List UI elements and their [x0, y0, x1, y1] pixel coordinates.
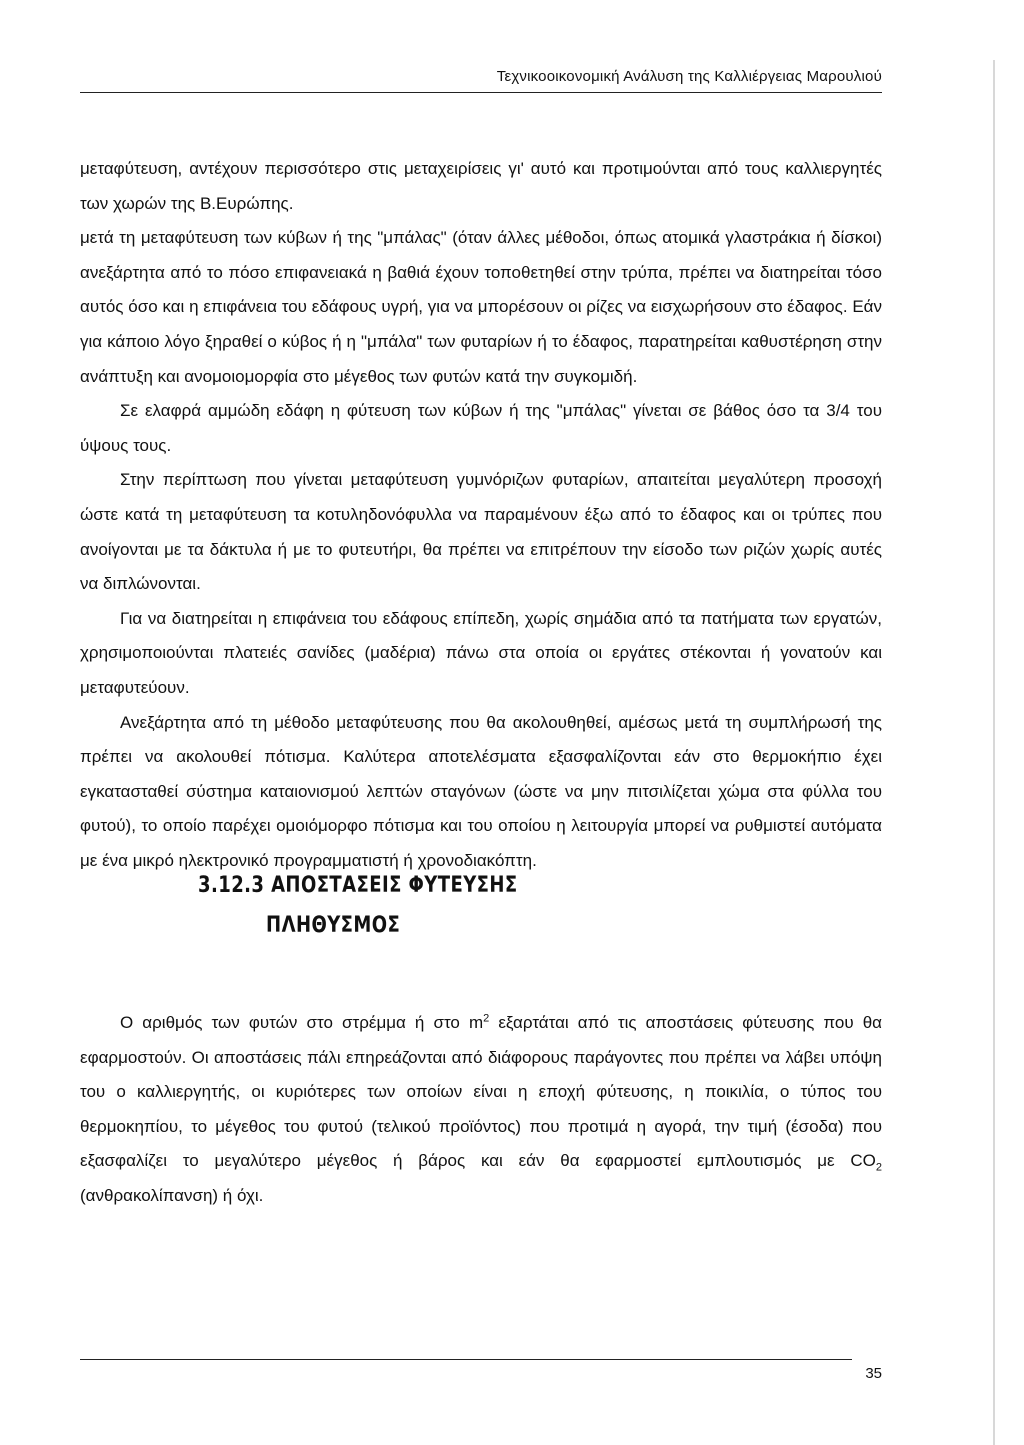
body-text [80, 152, 882, 878]
text-segment: Ο αριθμός των φυτών στο στρέμμα ή στο m [120, 1013, 484, 1032]
superscript: 2 [483, 1012, 490, 1025]
paragraph: μετά τη μεταφύτευση των κύβων ή της "μπάλας" (όταν άλλες μέθοδοι, όπως ατομικά γλαστράκια ή δίσκοι) ανεξάρτητα από το πόσο επιφανειακά η βαθιά έχουν τοποθετηθεί στην τρύπα, πρέπει να διατηρείται τόσο αυτός όσο και η επιφάνεια του εδάφους υγρή, για να μπορέσουν οι ρίζες να εισχωρήσουν στο έδαφος. Εάν για κάποιο λόγο ξηραθεί ο κύβος ή η "μπάλα" των φυταρίων ή το έδαφος, παρατηρείται καθυστέρηση στην ανάπτυξη και ανομοιομορφία στο μέγεθος των φυτών κατά την συγκομιδή. [80, 228, 882, 386]
page-edge-line [993, 60, 995, 1445]
subscript: 2 [875, 1161, 882, 1174]
footer-rule [80, 1359, 852, 1360]
text-segment: (ανθρακολίπανση) ή όχι. [80, 1185, 264, 1205]
paragraph [80, 1006, 882, 1214]
section-text [80, 1006, 882, 1214]
header-rule [80, 92, 882, 93]
paragraph: μεταφύτευση, αντέχουν περισσότερο στις μεταχειρίσεις γι' αυτό και προτιμούνται από τους καλλιεργητές των χωρών της Β.Ευρώπης. [80, 159, 882, 213]
paragraph: Στην περίπτωση που γίνεται μεταφύτευση γυμνόριζων φυταρίων, απαιτείται μεγαλύτερη προσοχή ώστε κατά τη μεταφύτευση τα κοτυληδονόφυλλα να παραμένουν έξω από το έδαφος και οι τρύπες που ανοίγονται με τα δάκτυλα ή με το φυτευτήρι, θα πρέπει να επιτρέπουν την είσοδο των ριζών χωρίς αυτές να διπλώνονται. [80, 470, 882, 594]
text-segment: εξαρτάται από τις αποστάσεις φύτευσης που θα εφαρμοστούν. Οι αποστάσεις πάλι επηρεάζονται από διάφορους παράγοντες που πρέπει να λάβει υπόψη του ο καλλιεργητής, οι κυριότερες των οποίων είναι η εποχή φύτευσης, η ποικιλία, ο τύπος του θερμοκηπίου, το μέγεθος του φυτού (τελικού προϊόντος) που προτιμά η αγορά, την τιμή (έσοδα) που εξασφαλίζει το μεγαλύτερο μέγεθος ή βάρος και εάν θα εφαρμοστεί εμπλουτισμός με CO [80, 1013, 882, 1171]
section-heading [198, 866, 518, 946]
section-title: 3.12.3 ΑΠΟΣΤΑΣΕΙΣ ΦΥΤΕΥΣΗΣ [198, 873, 518, 898]
running-header: Τεχνικοοικονομική Ανάλυση της Καλλιέργειας Μαρουλιού [496, 68, 882, 85]
paragraph: Σε ελαφρά αμμώδη εδάφη η φύτευση των κύβων ή της "μπάλας" γίνεται σε βάθος όσο τα 3/4 του ύψους τους. [80, 401, 882, 455]
page-number: 35 [865, 1365, 882, 1382]
paragraph: Ανεξάρτητα από τη μέθοδο μεταφύτευσης που θα ακολουθηθεί, αμέσως μετά τη συμπλήρωσή της πρέπει να ακολουθεί πότισμα. Καλύτερα αποτελέσματα εξασφαλίζονται εάν στο θερμοκήπιο έχει εγκατασταθεί σύστημα καταιονισμού λεπτών σταγόνων (ώστε να μην πιτσιλίζεται χώμα στα φύλλα του φυτού), το οποίο παρέχει ομοιόμορφο πότισμα και του οποίου η λειτουργία μπορεί να ρυθμιστεί αυτόματα με ένα μικρό ηλεκτρονικό προγραμματιστή ή χρονοδιακόπτη. [80, 712, 882, 870]
paragraph: Για να διατηρείται η επιφάνεια του εδάφους επίπεδη, χωρίς σημάδια από τα πατήματα των εργατών, χρησιμοποιούνται πλατειές σανίδες (μαδέρια) πάνω στα οποία οι εργάτες στέκονται ή γονατούν και μεταφυτεύουν. [80, 608, 882, 697]
section-subtitle: ΠΛΗΘΥΣΜΟΣ [266, 913, 401, 938]
